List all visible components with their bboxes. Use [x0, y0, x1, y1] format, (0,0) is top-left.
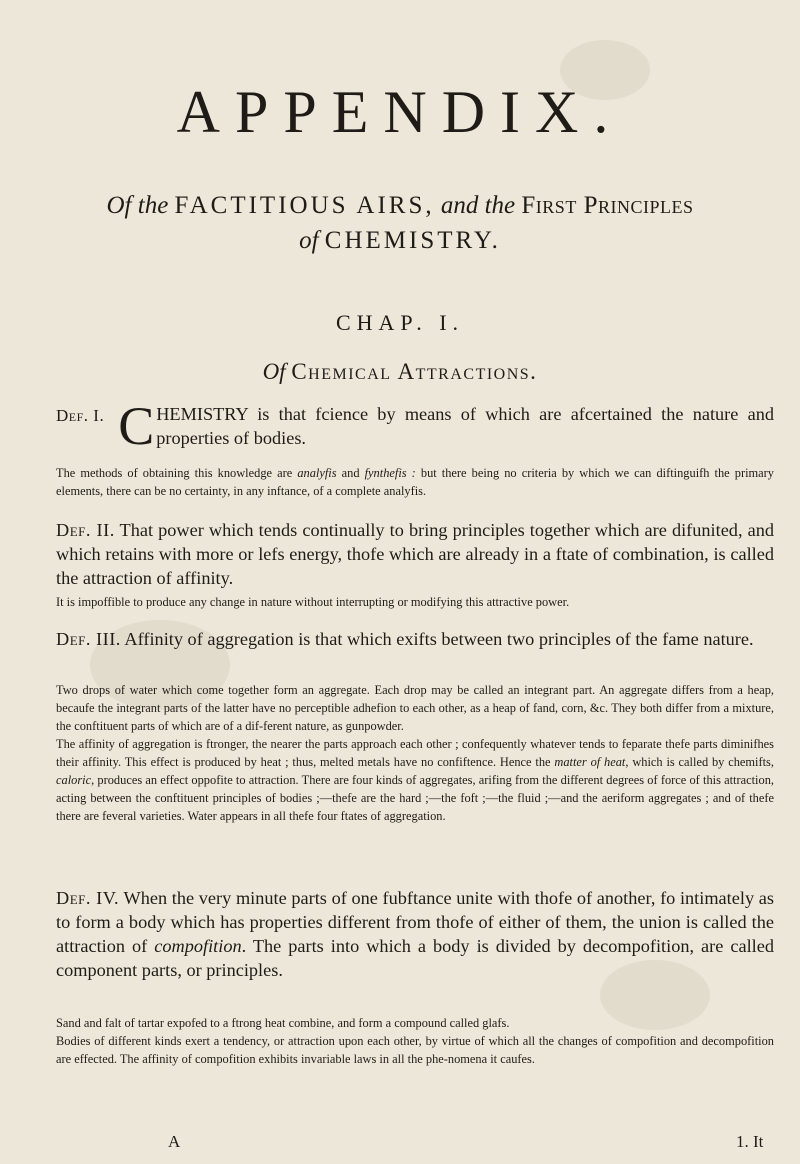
definition-4-label: Def. IV. — [56, 888, 120, 908]
note-3-part-1: The affinity of aggregation is ftronger, the nearer the parts approach each other ; confequently whatever tends to feparate thefe parts diminifhes their affinity. This effect is produced by heat ; thus, melted metals have no confiftence. Hence the — [56, 737, 774, 769]
definition-3-label: Def. III. — [56, 629, 121, 649]
subtitle-first-principles: First Principles — [521, 192, 694, 219]
definition-2 — [56, 518, 774, 590]
note-1-analyfis: analyfis — [297, 466, 337, 480]
appendix-heading: APPENDIX. — [176, 79, 624, 145]
definition-4 — [56, 886, 774, 982]
definition-4-part-2: . The parts into which a body is divided by decompofition, are called component parts, or principles. — [56, 936, 774, 980]
definition-2-note — [56, 593, 774, 611]
definition-3-note-1: Two drops of water which come together form an aggregate. Each drop may be called an integrant part. An aggregate differs from a heap, becaufe the integrant parts of the latter have no perceptible adhefion to each other, as a heap of fand, corn, &c. They both differ from a mixture, the conftituent parts of which are of a dif-ferent nature, as gunpowder. — [56, 683, 774, 733]
section-heading — [0, 360, 800, 383]
definition-1-text: HEMISTRY is that fcience by means of which are afcertained the nature and properties of bodies. — [156, 404, 774, 448]
chapter-heading: CHAP. I. — [335, 310, 465, 335]
section-title-text: Chemical Attractions. — [291, 359, 538, 384]
book-subtitle-line-2 — [0, 228, 800, 253]
note-3-caloric: caloric — [56, 773, 92, 787]
section-of: Of — [262, 359, 286, 384]
definition-4-compofition: compofition — [154, 936, 242, 956]
catchword: 1. It — [736, 1132, 764, 1151]
subtitle-the: the — [137, 192, 169, 219]
signature-mark: A — [168, 1132, 181, 1151]
subtitle-of-2: of — [299, 227, 319, 254]
note-1-part-2: but there being no criteria by which we can diftinguifh the primary elements, there can be no certainty, in any inftance, of a complete analyfis. — [56, 466, 774, 498]
note-3-part-3: , produces an effect oppofite to attraction. There are four kinds of aggregates, arifing from the different degrees of force of this attraction, acting between the conftituent principles of bodies ;—thefe are the hard ;—the foft ;—the fluid ;—and the aeriform aggregates ; and of thefe there are feveral varieties. Water appears in all thefe four ftates of aggregation. — [56, 773, 774, 823]
definition-3 — [56, 627, 774, 651]
definition-4-part-1: When the very minute parts of one fubftance unite with thofe of another, fo intimately as to form a body which has properties different from thofe of either of them, the union is called the attraction of — [56, 888, 774, 956]
definition-1-note — [56, 464, 774, 500]
note-1-part-1: The methods of obtaining this knowledge are — [56, 466, 293, 480]
definition-3-notes — [56, 681, 774, 825]
definition-3-text: Affinity of aggregation is that which exifts between two principles of the fame nature. — [124, 629, 754, 649]
definition-4-note-1: Sand and falt of tartar expofed to a ftrong heat combine, and form a compound called glafs. — [56, 1016, 510, 1030]
note-1-fynthefis: fynthefis : — [364, 466, 416, 480]
definition-2-note-text: It is impoffible to produce any change in nature without interrupting or modifying this attractive power. — [56, 595, 570, 609]
book-subtitle-line-1 — [0, 193, 800, 218]
definition-2-label: Def. II. — [56, 520, 115, 540]
subtitle-chemistry: CHEMISTRY. — [324, 227, 501, 254]
definition-4-note-2: Bodies of different kinds exert a tendency, or attraction upon each other, by virtue of which all the changes of compofition and decompofition are effected. The affinity of compofition exhibits invariable laws in all the phe-nomena it caufes. — [56, 1034, 774, 1066]
note-3-matter-of-heat: matter of heat — [554, 755, 626, 769]
subtitle-of: Of — [106, 192, 132, 219]
subtitle-and-the: and the — [440, 192, 516, 219]
definition-1 — [56, 396, 774, 456]
definition-4-notes — [56, 1014, 774, 1068]
drop-cap: C — [118, 396, 155, 456]
definition-2-text: That power which tends continually to bring principles together which are difunited, and which retains with more or lefs energy, thofe which are already in a ftate of combination, is called the attraction of affinity. — [56, 520, 774, 588]
note-1-and: and — [341, 466, 360, 480]
definition-1-label: Def. I. — [56, 406, 105, 425]
note-3-part-2: , which is called by chemifts, — [625, 755, 774, 769]
subtitle-factitious-airs: FACTITIOUS AIRS, — [174, 192, 435, 219]
